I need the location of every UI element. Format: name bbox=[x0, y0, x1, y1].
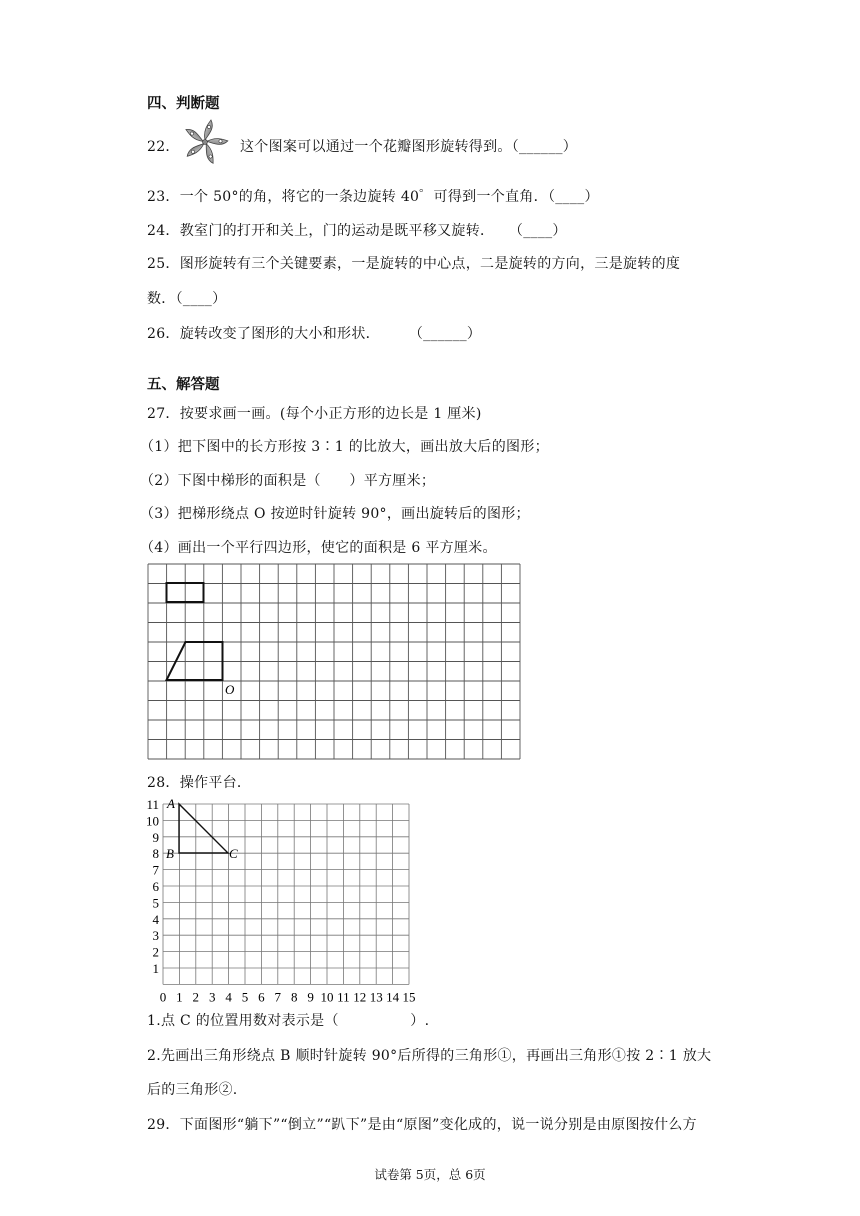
point-o-label: O bbox=[225, 682, 235, 697]
x-tick-label: 13 bbox=[369, 989, 383, 1004]
q28-stem: 28．操作平台． bbox=[147, 775, 252, 791]
trapezoid-shape bbox=[167, 642, 223, 680]
x-tick-label: 10 bbox=[320, 989, 334, 1004]
q27-grid-figure bbox=[145, 563, 525, 761]
q28-sub2-line2: 后的三角形②. bbox=[147, 1082, 238, 1098]
page-footer: 试卷第 5页，总 6页 bbox=[374, 1167, 486, 1182]
y-tick-label: 2 bbox=[152, 944, 159, 960]
q25-line2: 数．（____） bbox=[147, 291, 227, 307]
x-tick-label: 0 bbox=[159, 989, 167, 1004]
y-tick-label: 9 bbox=[152, 829, 159, 845]
y-tick-label: 1 bbox=[152, 961, 159, 976]
y-tick-label: 10 bbox=[146, 813, 159, 829]
x-tick-label: 9 bbox=[307, 989, 314, 1004]
q27-part4: （4）画出一个平行四边形，使它的面积是 6 平方厘米。 bbox=[140, 540, 497, 556]
x-tick-label: 3 bbox=[208, 989, 216, 1004]
vertex-a-label: A bbox=[167, 796, 175, 811]
x-tick-label: 12 bbox=[353, 989, 367, 1004]
x-tick-label: 5 bbox=[241, 989, 249, 1004]
q27-part3: （3）把梯形绕点 O 按逆时针旋转 90°，画出旋转后的图形； bbox=[140, 506, 530, 522]
q24-text: 24．教室门的打开和关上，门的运动是既平移又旋转． （____） bbox=[147, 223, 567, 239]
q27-part1: （1）把下图中的长方形按 3∶1 的比放大，画出放大后的图形； bbox=[140, 439, 549, 455]
y-tick-label: 6 bbox=[152, 879, 159, 894]
x-tick-label: 15 bbox=[402, 989, 416, 1004]
y-tick-label: 7 bbox=[152, 862, 159, 878]
q27-part2: （2）下图中梯形的面积是（ ）平方厘米； bbox=[140, 473, 436, 489]
x-tick-label: 6 bbox=[258, 989, 265, 1004]
q22-text: 这个图案可以通过一个花瓣图形旋转得到。（______） bbox=[240, 139, 578, 155]
y-tick-label: 4 bbox=[152, 911, 159, 927]
q27-stem: 27．按要求画一画。(每个小正方形的边长是 1 厘米) bbox=[147, 406, 482, 422]
y-tick-label: 8 bbox=[152, 846, 159, 862]
q28-sub1: 1.点 C 的位置用数对表示是（ ）. bbox=[147, 1013, 430, 1029]
q25-line1: 25．图形旋转有三个关键要素，一是旋转的中心点，二是旋转的方向，三是旋转的度 bbox=[147, 256, 681, 272]
q23-text: 23．一个 50°的角，将它的一条边旋转 40゜可得到一个直角．（____） bbox=[147, 189, 599, 205]
x-tick-label: 8 bbox=[290, 989, 298, 1004]
y-tick-label: 5 bbox=[152, 895, 159, 911]
section4-title: 四、判断题 bbox=[147, 95, 220, 112]
pinwheel-flower-icon bbox=[176, 116, 234, 168]
y-tick-label: 11 bbox=[146, 797, 159, 812]
q29-text: 29．下面图形“躺下”“倒立”“趴下”是由“原图”变化成的，说一说分别是由原图按什么方 bbox=[147, 1117, 697, 1133]
vertex-b-label: B bbox=[166, 846, 174, 861]
q22-number: 22． bbox=[147, 139, 180, 155]
y-tick-label: 3 bbox=[152, 928, 159, 944]
section5-title: 五、解答题 bbox=[147, 376, 220, 393]
x-tick-label: 11 bbox=[337, 989, 350, 1004]
x-tick-label: 4 bbox=[225, 989, 232, 1004]
x-tick-label: 2 bbox=[192, 989, 200, 1004]
x-tick-label: 7 bbox=[274, 989, 282, 1004]
triangle-abc bbox=[179, 804, 228, 853]
q28-coordinate-grid bbox=[135, 794, 430, 1004]
q26-text: 26．旋转改变了图形的大小和形状． （______） bbox=[147, 326, 482, 342]
vertex-c-label: C bbox=[229, 846, 238, 861]
x-tick-label: 14 bbox=[386, 989, 400, 1004]
q28-sub2-line1: 2.先画出三角形绕点 B 顺时针旋转 90°后所得的三角形①，再画出三角形①按 2∶1 放大 bbox=[147, 1048, 712, 1064]
x-tick-label: 1 bbox=[176, 989, 183, 1004]
